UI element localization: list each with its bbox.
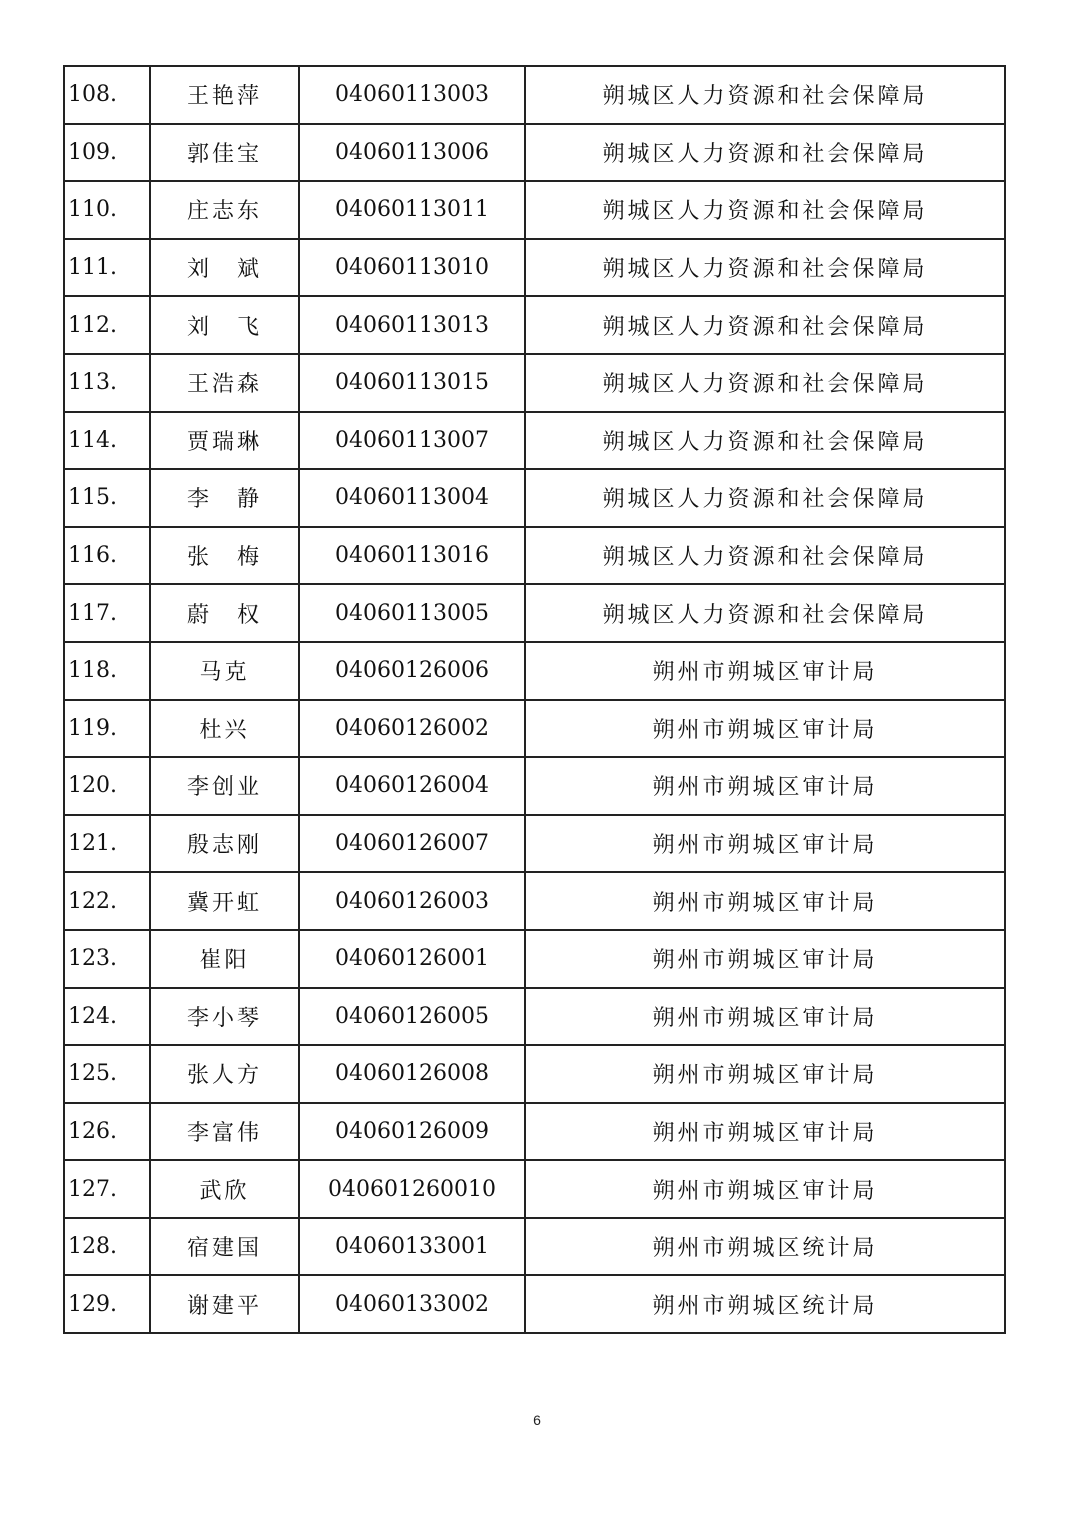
exam-code-cell: 04060113016 (299, 527, 525, 585)
row-number-cell: 127. (64, 1160, 150, 1218)
name-cell: 李 静 (150, 469, 299, 527)
exam-code-cell: 04060126003 (299, 872, 525, 930)
exam-code-cell: 04060113010 (299, 239, 525, 297)
name-cell: 王艳萍 (150, 66, 299, 124)
name-cell: 张 梅 (150, 527, 299, 585)
name-cell: 李富伟 (150, 1103, 299, 1161)
table-row (64, 642, 1005, 700)
organization-cell: 朔州市朔城区审计局 (525, 757, 1005, 815)
exam-code-cell: 04060113011 (299, 181, 525, 239)
row-number-cell: 109. (64, 124, 150, 182)
name-cell: 张人方 (150, 1045, 299, 1103)
organization-cell: 朔州市朔城区审计局 (525, 1103, 1005, 1161)
table-row (64, 181, 1005, 239)
exam-code-cell: 04060113006 (299, 124, 525, 182)
exam-code-cell: 04060126007 (299, 815, 525, 873)
row-number-cell: 117. (64, 584, 150, 642)
table-row (64, 700, 1005, 758)
name-cell: 杜兴 (150, 700, 299, 758)
name-cell: 李创业 (150, 757, 299, 815)
table-row (64, 988, 1005, 1046)
name-cell: 贾瑞琳 (150, 412, 299, 470)
name-cell: 宿建国 (150, 1218, 299, 1276)
exam-code-cell: 04060133002 (299, 1275, 525, 1333)
exam-code-cell: 04060113013 (299, 296, 525, 354)
row-number-cell: 114. (64, 412, 150, 470)
name-cell: 郭佳宝 (150, 124, 299, 182)
row-number-cell: 121. (64, 815, 150, 873)
row-number-cell: 124. (64, 988, 150, 1046)
exam-code-cell: 04060113004 (299, 469, 525, 527)
row-number-cell: 111. (64, 239, 150, 297)
row-number-cell: 119. (64, 700, 150, 758)
organization-cell: 朔州市朔城区审计局 (525, 872, 1005, 930)
table-row (64, 930, 1005, 988)
table-row (64, 584, 1005, 642)
row-number-cell: 123. (64, 930, 150, 988)
table-row (64, 1160, 1005, 1218)
personnel-table (63, 65, 1006, 1334)
exam-code-cell: 04060113003 (299, 66, 525, 124)
row-number-cell: 120. (64, 757, 150, 815)
name-cell: 殷志刚 (150, 815, 299, 873)
organization-cell: 朔州市朔城区审计局 (525, 988, 1005, 1046)
table-row (64, 354, 1005, 412)
organization-cell: 朔州市朔城区统计局 (525, 1218, 1005, 1276)
name-cell: 蔚 权 (150, 584, 299, 642)
exam-code-cell: 04060126002 (299, 700, 525, 758)
name-cell: 刘 飞 (150, 296, 299, 354)
organization-cell: 朔城区人力资源和社会保障局 (525, 527, 1005, 585)
table-row (64, 296, 1005, 354)
table-row (64, 1103, 1005, 1161)
exam-code-cell: 04060126008 (299, 1045, 525, 1103)
exam-code-cell: 04060113007 (299, 412, 525, 470)
organization-cell: 朔城区人力资源和社会保障局 (525, 469, 1005, 527)
row-number-cell: 129. (64, 1275, 150, 1333)
table-row (64, 66, 1005, 124)
exam-code-cell: 04060113005 (299, 584, 525, 642)
row-number-cell: 126. (64, 1103, 150, 1161)
table-row (64, 1218, 1005, 1276)
row-number-cell: 122. (64, 872, 150, 930)
exam-code-cell: 04060126009 (299, 1103, 525, 1161)
exam-code-cell: 04060113015 (299, 354, 525, 412)
organization-cell: 朔州市朔城区审计局 (525, 1160, 1005, 1218)
organization-cell: 朔州市朔城区审计局 (525, 700, 1005, 758)
row-number-cell: 116. (64, 527, 150, 585)
name-cell: 庄志东 (150, 181, 299, 239)
name-cell: 冀开虹 (150, 872, 299, 930)
organization-cell: 朔城区人力资源和社会保障局 (525, 239, 1005, 297)
organization-cell: 朔州市朔城区审计局 (525, 930, 1005, 988)
exam-code-cell: 040601260010 (299, 1160, 525, 1218)
row-number-cell: 118. (64, 642, 150, 700)
organization-cell: 朔城区人力资源和社会保障局 (525, 584, 1005, 642)
exam-code-cell: 04060126004 (299, 757, 525, 815)
table-row (64, 527, 1005, 585)
organization-cell: 朔州市朔城区审计局 (525, 642, 1005, 700)
exam-code-cell: 04060126006 (299, 642, 525, 700)
row-number-cell: 115. (64, 469, 150, 527)
organization-cell: 朔城区人力资源和社会保障局 (525, 354, 1005, 412)
row-number-cell: 112. (64, 296, 150, 354)
table-row (64, 412, 1005, 470)
row-number-cell: 125. (64, 1045, 150, 1103)
table-row (64, 1275, 1005, 1333)
exam-code-cell: 04060133001 (299, 1218, 525, 1276)
table-row (64, 1045, 1005, 1103)
name-cell: 武欣 (150, 1160, 299, 1218)
name-cell: 李小琴 (150, 988, 299, 1046)
table-row (64, 757, 1005, 815)
organization-cell: 朔城区人力资源和社会保障局 (525, 181, 1005, 239)
exam-code-cell: 04060126005 (299, 988, 525, 1046)
exam-code-cell: 04060126001 (299, 930, 525, 988)
personnel-table-body (64, 66, 1005, 1333)
name-cell: 崔阳 (150, 930, 299, 988)
organization-cell: 朔城区人力资源和社会保障局 (525, 66, 1005, 124)
table-row (64, 872, 1005, 930)
organization-cell: 朔城区人力资源和社会保障局 (525, 296, 1005, 354)
organization-cell: 朔州市朔城区审计局 (525, 1045, 1005, 1103)
name-cell: 马克 (150, 642, 299, 700)
organization-cell: 朔州市朔城区审计局 (525, 815, 1005, 873)
name-cell: 谢建平 (150, 1275, 299, 1333)
organization-cell: 朔城区人力资源和社会保障局 (525, 124, 1005, 182)
table-row (64, 469, 1005, 527)
name-cell: 刘 斌 (150, 239, 299, 297)
organization-cell: 朔州市朔城区统计局 (525, 1275, 1005, 1333)
organization-cell: 朔城区人力资源和社会保障局 (525, 412, 1005, 470)
name-cell: 王浩森 (150, 354, 299, 412)
row-number-cell: 110. (64, 181, 150, 239)
table-row (64, 815, 1005, 873)
table-row (64, 239, 1005, 297)
page-number: 6 (533, 1412, 541, 1428)
row-number-cell: 113. (64, 354, 150, 412)
row-number-cell: 128. (64, 1218, 150, 1276)
table-row (64, 124, 1005, 182)
row-number-cell: 108. (64, 66, 150, 124)
